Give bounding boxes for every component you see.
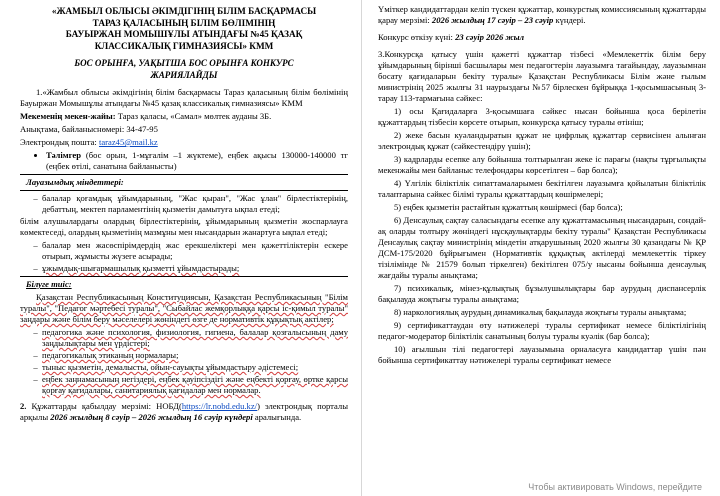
nobd-link[interactable]: https://lr.nobd.edu.kz/ xyxy=(181,401,258,412)
contest-label: Конкурс өткізу күні: xyxy=(378,32,456,42)
review-text: күндері. xyxy=(553,15,586,25)
phone-line: Анықтама, байланыснөмері: 34-47-95 xyxy=(20,124,158,135)
duty-item: – ұжымдық-шығармашылық қызметті ұйымдастырады; xyxy=(42,263,348,274)
knowledge-item: – тыныс қызметін, демалысты, ойын-сауықты ұйымдастыру әдістемесі; xyxy=(42,362,348,373)
knowledge-list xyxy=(20,327,348,396)
deadline-dates: 2026 жылдың 8 сәуір – 2026 жылдың 16 сәуір күндері xyxy=(50,412,253,423)
deadline-text: Құжаттарды қабылдау мерзімі: НОБД( xyxy=(26,401,182,412)
document-item: 5) еңбек қызметін растайтын құжаттың көшірмесі (бар болса); xyxy=(394,202,623,212)
document-item: 1) осы Қағидаларға 3-қосымшаға сәйкес нысан бойынша қоса берілетін құжаттардың тізбесін көрсете отырып, конкурсқа қатысу туралы өтініш; xyxy=(378,106,706,127)
vacancy-text: (бос орын, 1-мұғалім –1 жүктеме), еңбек ақысы 130000-140000 тг (еңбек өтілі, санатына байланысты) xyxy=(46,150,348,172)
title-line: БАУЫРЖАН МОМЫШҰЛЫ АТЫНДАҒЫ №45 ҚАЗАҚ xyxy=(65,29,303,39)
address-line xyxy=(20,111,348,122)
knowledge-item: – еңбек заңнамасының негіздері, еңбек қауіпсіздігі және еңбекті қорғау, өртке қарсы қорғау қағидалары, санитариялық қағидалар мен нормалар. xyxy=(42,374,348,396)
windows-activation-watermark: Чтобы активировать Windows, перейдите xyxy=(528,482,702,493)
email-link[interactable]: taraz45@mail.kz xyxy=(98,137,158,148)
divider-line xyxy=(20,276,348,277)
contest-date-line xyxy=(378,32,706,43)
duty-item: – балалар қоғамдық ұйымдарының, "Жас қыран", "Жас ұлан" бірлестіктерінің, дебаттың, мектеп парламентінің қызметін дамытуға ықпал етеді; xyxy=(42,193,348,215)
duty-item: білім алушылардағы олардың бірлестіктерінің, ұйымдарының қызметін жоспарлауға көмектеседі, олардың қызметінің мазмұны мен нысандарын жанартуға ықпал етеді; xyxy=(20,216,348,238)
right-page xyxy=(362,0,720,496)
vacancy-list xyxy=(20,150,348,172)
document-item: 4) Үлгілік біліктілік сипаттамаларымен бекітілген лауазымға қойылатын біліктілік талаптарына сәйкес білімі туралы құжаттардың көшірмелері; xyxy=(378,178,706,199)
knowledge-intro: Қазақстан Республикасының Конституциясын, Қазақстан Республикасының "Білім туралы", "Педагог мәртебесі туралы", "Сыбайлас жемқорлыққа қарсы іс-қимыл туралы" заңдары және білім беру мәселелері жөніндегі өзге де нормативтік құқықтық актілер; xyxy=(20,292,348,325)
document-item: 3) кадрларды есепке алу бойынша толтырылған жеке іс парағы (нақты тұрғылықты мекенжайы мен байланыс телефондары көрсетілген – бар болса); xyxy=(378,154,706,175)
vacancy-item xyxy=(46,150,348,172)
knowledge-item: – педагогикалық этиканың нормалары; xyxy=(42,350,348,361)
duty-item: – балалар мен жасөспірімдердің жас ерекшеліктері мен қажеттіліктерін ескере отырып, жұмысты жүзеге асырады; xyxy=(42,240,348,262)
duties-title: Лауазымдық міндеттері: xyxy=(26,177,124,188)
document-item: 8) наркологиялық аурудың динамикалық бақылауда жоқтығы туралы анықтама; xyxy=(394,307,687,317)
divider-line xyxy=(20,174,348,175)
deadline-text: ) электрондық порталы арқылы xyxy=(20,401,348,423)
contest-date: 23 сәуір 2026 жыл xyxy=(455,32,525,42)
review-dates: 2026 жылдың 17 сәуір – 23 сәуір xyxy=(431,15,554,25)
document-item: 10) ағылшын тілі педагогтері лауазымына орналасуға кандидаттар үшін пән бойынша сертификаттау нәтижелері туралы сертификат немесе xyxy=(378,344,706,365)
document-title xyxy=(20,6,348,52)
divider-line xyxy=(20,190,348,191)
deadline-text: аралығында. xyxy=(252,412,302,423)
deadline-paragraph xyxy=(20,401,348,423)
address-label: Мекеменің мекен-жайы: xyxy=(20,111,116,122)
knowledge-item: – педагогика және психология, физиология, гигиена, балалар қозғалысының даму заңдылықтары мен үрдістері; xyxy=(42,327,348,349)
review-period-paragraph xyxy=(378,4,706,26)
document-item: 7) психикалық, мінез-құлықтық бұзылушылықтары бар аурудың диспансерлік бақылауда жоқтығы туралы анықтама; xyxy=(378,283,706,304)
review-text: Үміткер кандидаттардан келіп түскен құжаттар, конкурстық комиссиясының құжаттарды қарау мерзімі: xyxy=(378,4,706,25)
document-item: 9) сертификаттаудан өту нәтижелері туралы сертификат немесе біліктілігінің педагог-модератор біліктілік санатының болуы туралы куәлік (бар болса); xyxy=(378,320,706,341)
address-value: Тараз қаласы, «Самал» мөлтек ауданы 3Б. xyxy=(115,111,272,122)
duties-list xyxy=(20,240,348,274)
document-item: 6) Денсаулық сақтау саласындағы есепке алу құжаттамасының нысандарын, сондай-ақ оларды толтыру жөніндегі нұсқаулықтарды бекіту туралы" Қазақстан Республикасы Денсаулық сақтау министрінің міндетін атқарушының 2020 жылғы 30 қазандағы № ҚР ДСМ-175/2020 бұйрығымен (Нормативтік құқықтық актілерді мемлекеттік тіркеу тізілімінде № 21579 болып тіркелген) бекітілген 075/у нысаны бойынша денсаулық жағдайы туралы анықтама; xyxy=(378,215,706,280)
announcement-line: БОС ОРЫНҒА, УАҚЫТША БОС ОРЫНҒА КОНКУРС xyxy=(74,58,294,68)
vacancy-label: Тәлімгер xyxy=(46,150,81,161)
title-line: ТАРАЗ ҚАЛАСЫНЫҢ БІЛІМ БӨЛІМІНІҢ xyxy=(92,17,276,28)
knowledge-title: Білуге тиіс: xyxy=(26,279,72,290)
email-line xyxy=(20,137,348,148)
email-label: Электрондық пошта: xyxy=(20,137,99,148)
announcement-heading xyxy=(20,58,348,81)
organization-paragraph: 1.«Жамбыл облысы әкімдігінің білім басқармасы Тараз қаласының білім бөлімінің Бауыржан Момышұлы атындағы №45 қазақ классикалық гимназиясы» КММ xyxy=(20,87,348,109)
paragraph-number: 2. xyxy=(20,401,27,412)
title-line: КЛАССИКАЛЫҚ ГИМНАЗИЯСЫ» КММ xyxy=(94,40,274,51)
announcement-line: ЖАРИЯЛАЙДЫ xyxy=(150,69,218,80)
duties-list xyxy=(20,193,348,215)
document-item: 2) жеке басын куәландыратын құжат не цифрлық құжаттар сервисінен алынған электрондық құжат (сәйкестендіру үшін); xyxy=(378,130,706,151)
title-line: «ЖАМБЫЛ ОБЛЫСЫ ӘКІМДІГІНІҢ БІЛІМ БАСҚАРМАСЫ xyxy=(51,6,317,16)
documents-paragraph: 3.Конкурсқа қатысу үшін қажетті құжаттар тізбесі «Мемлекеттік білім беру ұйымдарының бірінші басшылары мен педагогтерін лауазымға тағайындау, лауазымнан босату қағидаларын бекіту туралы» Қазақстан Республикасы Білім және ғылым министрінің 2025 жылғы 31 наурыздағы №57 бірлескен бұйрыққа 1-қосымшасының 3-тарау 113-тармағына сәйкес: xyxy=(378,49,706,103)
